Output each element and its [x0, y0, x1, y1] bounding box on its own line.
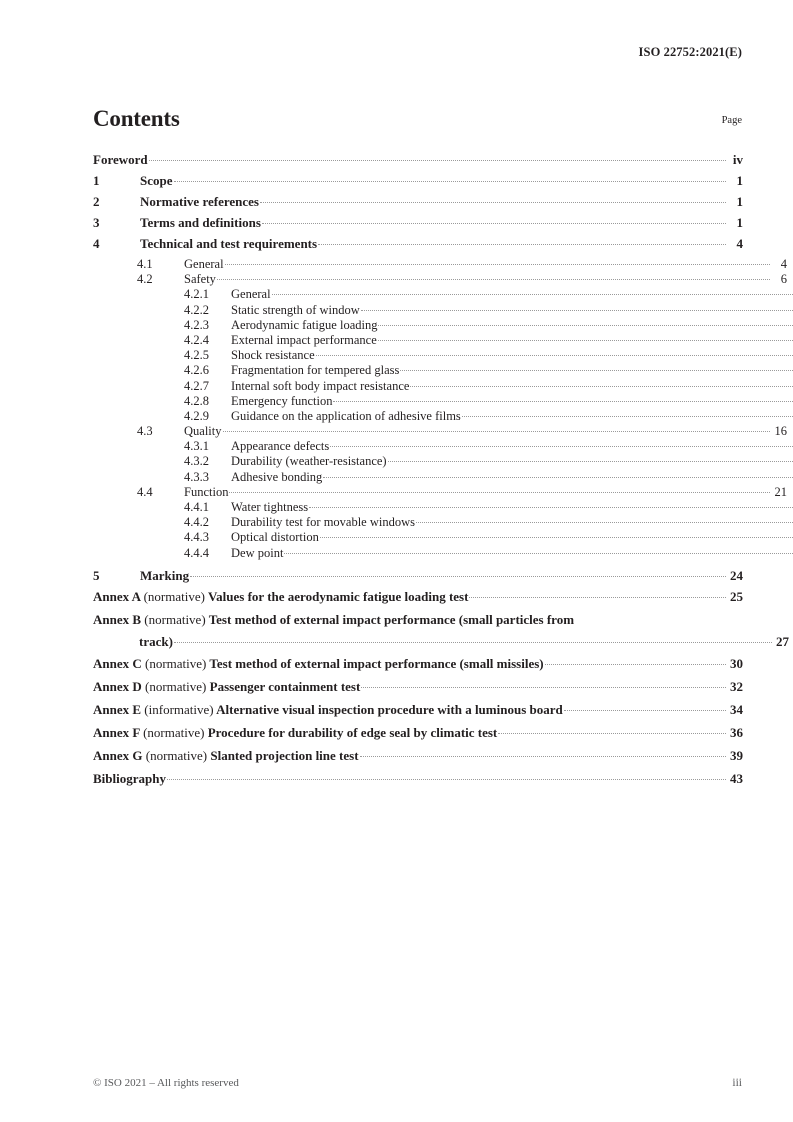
toc-entry[interactable]	[93, 363, 793, 378]
dot-leader	[378, 340, 793, 341]
toc-annex-kind: (normative)	[143, 724, 205, 740]
dot-leader	[225, 264, 770, 265]
dot-leader	[564, 710, 726, 711]
dot-leader	[330, 446, 793, 447]
toc-annex-page-number: 34	[730, 701, 743, 717]
toc-entry-page-number: 16	[774, 424, 787, 439]
toc-entry[interactable]	[93, 333, 793, 348]
toc-entry-body	[184, 363, 793, 378]
toc-entry-body	[137, 424, 787, 439]
toc-entry[interactable]	[93, 454, 793, 469]
toc-entry-body	[184, 333, 793, 348]
toc-entry-label: External impact performance	[231, 332, 377, 347]
toc-entry[interactable]	[93, 568, 743, 589]
toc-annex-title: Values for the aerodynamic fatigue loading test	[207, 588, 469, 604]
toc-annex-designation: Annex A (normative) Values for the aerodynamic fatigue loading test	[93, 588, 469, 604]
dot-leader	[217, 279, 770, 280]
toc-entry-number: 4.3.1	[184, 439, 209, 454]
toc-annex-title: Test method of external impact performance (small missiles)	[209, 655, 544, 671]
toc-annex-designation: Annex F (normative) Procedure for durability of edge seal by climatic test	[93, 724, 498, 740]
toc-annex-title: Test method of external impact performance (small particles from	[208, 611, 575, 627]
toc-annex-kind: (normative)	[145, 655, 207, 671]
toc-annex-page-number: 39	[730, 747, 743, 763]
toc-entry[interactable]	[93, 318, 793, 333]
toc-entry-number: 4.4.4	[184, 545, 209, 560]
toc-entry-label: Adhesive bonding	[231, 469, 323, 484]
dot-leader	[316, 355, 793, 356]
toc-annex-body	[93, 656, 743, 672]
toc-entry-body	[137, 272, 787, 287]
toc-entry-page-number: 1	[736, 194, 743, 209]
toc-entry-label: Durability test for movable windows	[231, 515, 415, 530]
dot-leader	[416, 522, 793, 523]
dot-leader	[462, 416, 793, 417]
toc-entry[interactable]	[93, 470, 793, 485]
toc-entry-label: Appearance defects	[231, 439, 330, 454]
toc-entry-label: Technical and test requirements	[140, 236, 318, 251]
contents-title-row	[93, 106, 742, 132]
toc-entry-page-number: 1	[736, 173, 743, 188]
toc-entry[interactable]	[93, 394, 793, 409]
toc-annex-page-number: 30	[730, 655, 743, 671]
toc-entry-page-number: 6	[780, 272, 787, 287]
toc-entry-label: Quality	[184, 424, 222, 439]
toc-entry-number: 4.3	[137, 424, 153, 439]
toc-entry-number: 4.2.1	[184, 287, 209, 302]
toc-entry[interactable]	[93, 236, 743, 257]
dot-leader	[272, 294, 793, 295]
toc-entry-body	[184, 439, 793, 454]
table-of-contents	[93, 152, 789, 794]
toc-annex-entry[interactable]	[93, 656, 743, 679]
toc-entry-number: 4.2.4	[184, 332, 209, 347]
toc-annex-title: Alternative visual inspection procedure with a luminous board	[216, 701, 563, 717]
toc-entry-body	[184, 379, 793, 394]
dot-leader	[174, 642, 772, 643]
toc-entry[interactable]	[93, 287, 793, 302]
toc-entry-body	[184, 530, 793, 545]
toc-entry-page-number: iv	[732, 152, 743, 167]
page-column-header: Page	[721, 115, 742, 126]
toc-entry-label: Foreword	[93, 152, 148, 167]
toc-entry-number: 4.2.5	[184, 348, 209, 363]
toc-annex-title: Passenger containment test	[209, 678, 361, 694]
toc-entry[interactable]	[93, 173, 743, 194]
toc-entry-number: 4.4.2	[184, 515, 209, 530]
toc-annex-body	[93, 748, 743, 764]
toc-entry-body	[184, 500, 793, 515]
toc-annex-title-continued: track)	[139, 633, 173, 649]
dot-leader	[360, 756, 726, 757]
dot-leader	[262, 223, 726, 224]
toc-entry-number: 2	[93, 194, 100, 209]
toc-entry-body	[93, 568, 743, 584]
toc-entry-body	[184, 409, 793, 424]
dot-leader	[190, 576, 726, 577]
dot-leader	[545, 664, 726, 665]
toc-entry-label: Scope	[140, 173, 173, 188]
toc-bibliography-label: Bibliography	[93, 770, 166, 786]
dot-leader	[388, 461, 793, 462]
dot-leader	[333, 401, 793, 402]
toc-entry-body	[93, 152, 743, 168]
toc-entry[interactable]	[93, 515, 793, 530]
dot-leader	[378, 325, 793, 326]
toc-entry-body	[93, 194, 743, 210]
dot-leader	[361, 310, 793, 311]
dot-leader	[149, 160, 726, 161]
toc-entry-number: 4	[93, 236, 100, 251]
toc-entry-label: Optical distortion	[231, 530, 319, 545]
toc-entry-label: Durability (weather-resistance)	[231, 454, 387, 469]
toc-entry-page-number: 21	[774, 484, 787, 499]
toc-annex-entry[interactable]	[93, 702, 743, 725]
dot-leader	[410, 386, 793, 387]
toc-entry[interactable]	[93, 500, 793, 515]
toc-entry[interactable]	[93, 439, 793, 454]
toc-annex-body	[93, 679, 743, 695]
toc-entry-label: Normative references	[140, 194, 259, 209]
toc-entry[interactable]	[93, 272, 787, 287]
toc-entry-number: 1	[93, 173, 100, 188]
toc-entry[interactable]	[93, 303, 793, 318]
toc-annex-body	[93, 702, 743, 718]
dot-leader	[260, 202, 726, 203]
toc-entry-body	[137, 485, 787, 500]
toc-annex-page-number: 32	[730, 678, 743, 694]
toc-annex-entry[interactable]	[93, 748, 743, 771]
toc-entry-label: Emergency function	[231, 393, 333, 408]
toc-entry-number: 4.1	[137, 257, 153, 271]
toc-entry-label: General	[184, 257, 224, 271]
toc-entry[interactable]	[93, 530, 793, 545]
toc-entry-number: 4.2.3	[184, 317, 209, 332]
toc-entry[interactable]	[93, 409, 793, 424]
toc-bibliography-entry[interactable]	[93, 771, 743, 794]
toc-entry-label: Safety	[184, 272, 216, 287]
toc-annex-body	[93, 589, 743, 605]
toc-annex-entry[interactable]	[93, 725, 743, 748]
toc-annex-designation: Annex E (informative) Alternative visual inspection procedure with a luminous board	[93, 701, 563, 717]
dot-leader	[174, 181, 727, 182]
toc-entry-number: 3	[93, 215, 100, 230]
toc-annex-body	[93, 725, 743, 741]
dot-leader	[309, 507, 793, 508]
toc-entry-body	[137, 257, 787, 272]
toc-annex-line-second	[93, 634, 789, 656]
toc-entry[interactable]	[93, 257, 787, 272]
toc-entry-label: Marking	[140, 567, 190, 583]
toc-annex-line-first	[93, 612, 743, 634]
toc-entry[interactable]	[93, 215, 743, 236]
toc-annex-page-number: 25	[730, 588, 743, 604]
toc-entry[interactable]	[93, 152, 743, 173]
toc-entry-number: 4.4.1	[184, 500, 209, 514]
toc-entry-body	[93, 215, 743, 231]
dot-leader	[223, 431, 771, 432]
toc-entry-number: 5	[93, 567, 100, 583]
toc-annex-title: Slanted projection line test	[210, 747, 359, 763]
toc-entry-number: 4.2	[137, 272, 153, 287]
page-footer	[93, 1077, 742, 1089]
toc-entry-body	[184, 515, 793, 530]
dot-leader	[229, 492, 770, 493]
toc-entry-number: 4.3.3	[184, 469, 209, 484]
toc-entry-number: 4.4.3	[184, 530, 209, 545]
toc-entry-number: 4.3.2	[184, 454, 209, 469]
toc-annex-kind: (normative)	[145, 747, 208, 763]
page-title: Contents	[93, 106, 180, 131]
toc-annex-kind: (normative)	[145, 678, 207, 694]
toc-annex-designation: Annex B (normative) Test method of external impact performance (small particles from	[93, 611, 575, 627]
toc-entry-body	[184, 318, 793, 333]
dot-leader	[167, 779, 726, 780]
toc-entry-label: Fragmentation for tempered glass	[231, 363, 400, 378]
toc-entry-body	[93, 173, 743, 189]
toc-annex-page-number: 36	[730, 724, 743, 740]
toc-entry-body	[184, 470, 793, 485]
dot-leader	[361, 687, 726, 688]
toc-annex-title: Procedure for durability of edge seal by climatic test	[207, 724, 498, 740]
toc-entry-number: 4.2.2	[184, 302, 209, 317]
dot-leader	[469, 597, 726, 598]
toc-entry[interactable]	[93, 194, 743, 215]
toc-entry-body	[93, 236, 743, 252]
dot-leader	[284, 553, 793, 554]
toc-entry-page-number: 4	[780, 257, 787, 271]
toc-entry[interactable]	[93, 348, 793, 363]
toc-entry-body	[184, 348, 793, 363]
toc-entry-number: 4.2.9	[184, 408, 209, 423]
toc-entry-label: Function	[184, 484, 229, 499]
toc-entry[interactable]	[93, 485, 787, 500]
toc-annex-entry[interactable]	[93, 679, 743, 702]
toc-entry-page-number: 4	[736, 236, 743, 251]
toc-entry[interactable]	[93, 424, 787, 439]
toc-annex-entry[interactable]	[93, 611, 789, 656]
dot-leader	[320, 537, 793, 538]
toc-annex-kind: (informative)	[144, 701, 214, 717]
toc-bibliography-page-number: 43	[730, 770, 743, 786]
toc-entry-number: 4.2.7	[184, 378, 209, 393]
toc-annex-page-number: 27	[776, 633, 789, 649]
toc-entry-number: 4.2.8	[184, 393, 209, 408]
toc-entry-body	[184, 394, 793, 409]
toc-entry-body	[184, 287, 793, 302]
toc-entry-number: 4.4	[137, 484, 153, 499]
toc-entry-label: Guidance on the application of adhesive films	[231, 408, 461, 423]
toc-entry-label: Water tightness	[231, 500, 309, 514]
running-header-standard-ref: ISO 22752:2021(E)	[638, 45, 742, 59]
dot-leader	[318, 244, 726, 245]
dot-leader	[400, 370, 793, 371]
toc-entry-body	[184, 454, 793, 469]
toc-entry-body	[184, 303, 793, 318]
toc-entry[interactable]	[93, 379, 793, 394]
toc-entry-label: Static strength of window	[231, 302, 360, 317]
toc-entry-label: Aerodynamic fatigue loading	[231, 317, 378, 332]
toc-annex-designation: Annex C (normative) Test method of external impact performance (small missiles)	[93, 655, 544, 671]
toc-entry-label: Internal soft body impact resistance	[231, 378, 410, 393]
toc-entry-label: Shock resistance	[231, 348, 315, 363]
copyright-notice: © ISO 2021 – All rights reserved	[93, 1077, 239, 1089]
toc-entry-number: 4.2.6	[184, 363, 209, 378]
toc-annex-kind: (normative)	[143, 588, 205, 604]
dot-leader	[323, 477, 793, 478]
toc-annex-kind: (normative)	[144, 611, 206, 627]
toc-annex-entry[interactable]	[93, 589, 743, 612]
toc-bibliography-body	[93, 771, 743, 787]
toc-entry-body	[184, 546, 793, 561]
toc-entry-page-number: 24	[730, 567, 743, 583]
toc-entry-page-number: 1	[736, 215, 743, 230]
page-folio: iii	[732, 1077, 742, 1089]
toc-annex-designation: Annex G (normative) Slanted projection line test	[93, 747, 359, 763]
toc-entry[interactable]	[93, 546, 793, 561]
toc-entry-label: General	[231, 287, 271, 302]
toc-entry-label: Terms and definitions	[140, 215, 261, 230]
dot-leader	[498, 733, 726, 734]
toc-entry-label: Dew point	[231, 545, 284, 560]
toc-annex-designation: Annex D (normative) Passenger containment test	[93, 678, 361, 694]
